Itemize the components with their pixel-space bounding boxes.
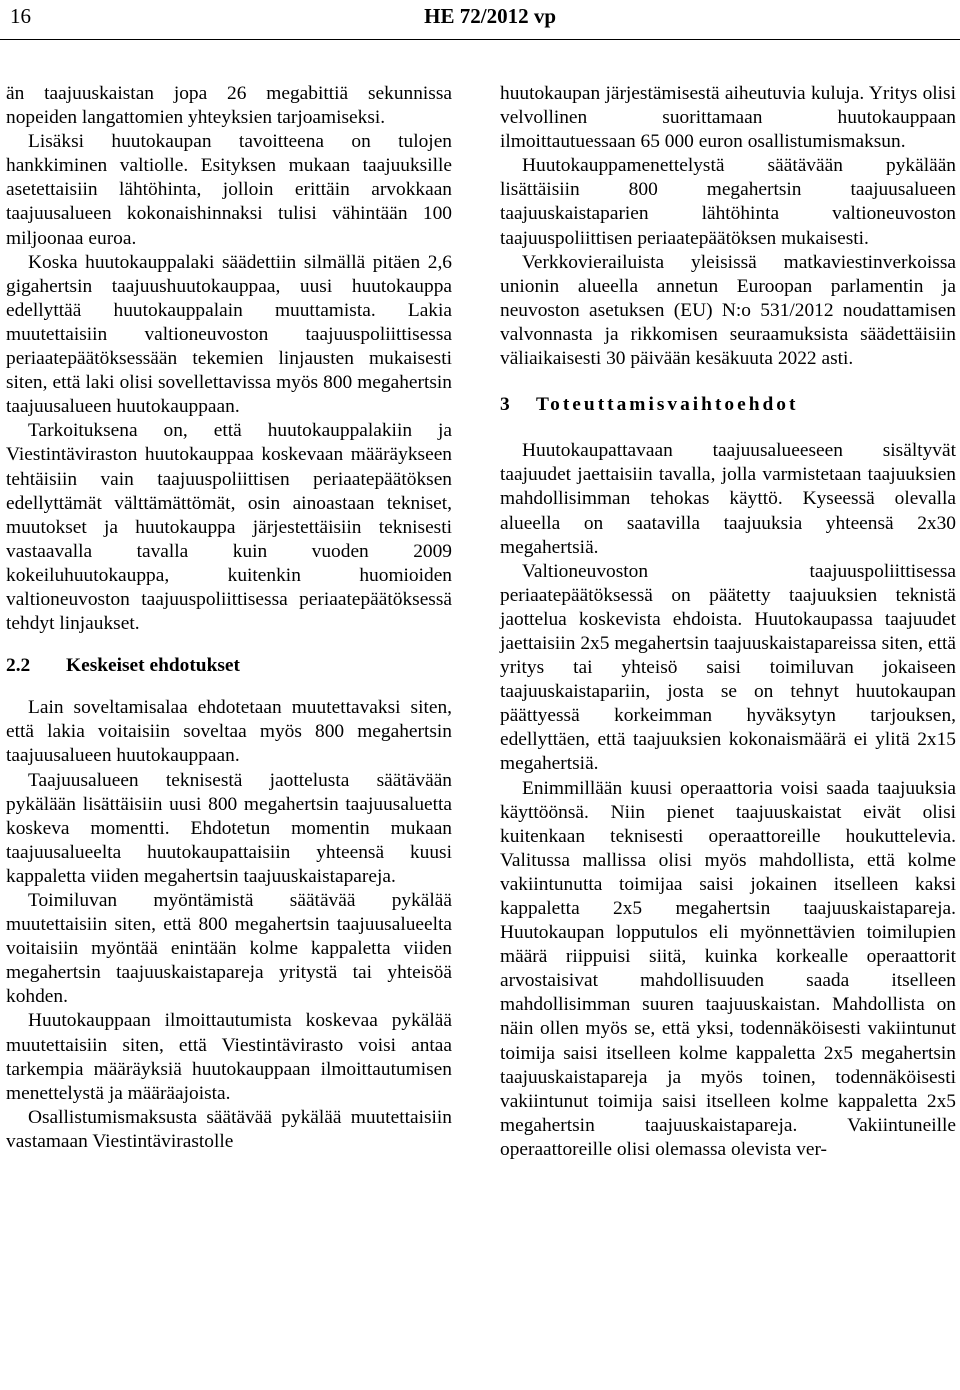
paragraph: Toimiluvan myöntämistä säätävää pykälää muutettaisiin siten, että 800 megahertsin taajuusalueelta voitaisiin myöntää enintään kolme kappaletta viiden megahertsin taajuuskaistapareja yritystä tai yhteisöä kohden.: [6, 890, 452, 1008]
paragraph: Valtioneuvoston taajuuspoliittisessa periaatepäätöksessä on päätetty taajuuksien teknistä jaottelua koskevista ehdoista. Huutokaupassa taajuudet jaettaisiin 2x5 megahertsin taajuuskaistapareissa siten, että yritys tai yhteisö saisi toimiluvan jokaiseen taajuuskaistapariin, josta se on tehnyt huutokaupan päättyessä korkeimman hyväksytyn tarjouksen, edellyttäen, että taajuuksien kokonaismäärä ei ylitä 2x15 megahertsiä.: [500, 560, 956, 775]
paragraph: Lisäksi huutokaupan tavoitteena on tulojen hankkiminen valtiolle. Esityksen mukaan taajuuksille asetettaisiin lähtöhinta, jolloin erittäin arvokkaan taajuusalueen kokonaishinnaksi tulisi vähintään 100 miljoonaa euroa.: [6, 131, 452, 249]
paragraph: Lain soveltamisalaa ehdotetaan muutettavaksi siten, että lakia voitaisiin soveltaa myös 800 megahertsin taajuusalueen huutokauppaan.: [6, 697, 452, 767]
right-column: [500, 82, 956, 1162]
page-header: [0, 0, 960, 40]
paragraph: Taajuusalueen teknisestä jaottelusta säätävään pykälään lisättäisiin uusi 800 megahertsin taajuusaluetta koskeva momentti. Ehdotetun momentin mukaan taajuusalueelta huutokaupattaisiin yhteensä kuusi kappaletta viiden megahertsin taajuuskaistapareja.: [6, 769, 452, 887]
paragraph: Huutokaupattavaan taajuusalueeseen sisältyvät taajuudet jaettaisiin tavalla, jolla varmistetaan taajuuksien mahdollisimman tehokas käyttö. Kyseessä olevalla alueella on saatavilla taajuuksia yhteensä 2x30 megahertsiä.: [500, 440, 956, 558]
document-id: HE 72/2012 vp: [424, 4, 556, 28]
left-column: [6, 82, 452, 1154]
paragraph: Osallistumismaksusta säätävää pykälää muutettaisiin vastamaan Viestintävirastolle: [6, 1106, 452, 1152]
section-title: Toteuttamisvaihtoehdot: [536, 394, 799, 416]
paragraph: Verkkovierailuista yleisissä matkaviestinverkoissa unionin alueella annetun Euroopan parlamentin ja neuvoston asetuksen (EU) N:o 531/2012 noudattamisen valvonnasta ja rikkomisen seuraamuksista säädettäisiin väliaikaisesti 30 päivään kesäkuuta 2022 asti.: [500, 251, 956, 370]
paragraph: Tarkoituksena on, että huutokauppalakiin ja Viestintäviraston huutokauppaa koskevaan määräykseen tehtäisiin vain taajuuspoliittisen periaatepäätöksen edellyttämät välttämättömät, osin ainoastaan tekniset, muutokset ja huutokauppa järjestettäisiin teknisesti vastaavalla tavalla kuin vuoden 2009 kokeiluhuutokauppa, kuitenkin huomioiden valtioneuvoston taajuuspoliittisessa periaatepäätöksessä tehdyt linjaukset.: [6, 420, 452, 635]
paragraph: än taajuuskaistan jopa 26 megabittiä sekunnissa nopeiden langattomien yhteyksien tarjoamiseksi.: [6, 83, 452, 129]
paragraph: huutokaupan järjestämisestä aiheutuvia kuluja. Yritys olisi velvollinen suorittamaan huutokauppaan ilmoittautuessaan 65 000 euron osallistumismaksun.: [500, 83, 956, 153]
section-title: Keskeiset ehdotukset: [66, 655, 240, 677]
header-rule: [0, 39, 960, 40]
paragraph: Enimmillään kuusi operaattoria voisi saada taajuuksia käyttöönsä. Niin pienet taajuuskaistat eivät olisi kuitenkaan teknisesti operaattoreille houkuttelevia. Valitussa mallissa olisi myös mahdollista, että kolme vakiintunutta toimijaa saisi jokainen itselleen kaksi kappaletta 2x5 megahertsin taajuuskaistapareja. Huutokaupan lopputulos eli myönnettävien toimilupien määrä riippuisi siitä, kuinka korkealle operaattorit arvostaisivat mahdollisuuden saada itselleen mahdollisimman suuren taajuuskaistan. Mahdollista on näin ollen myös se, että yksi, todennäköisesti vakiintunut toimija saisi itselleen kolme kappaletta 2x5 megahertsin taajuuskaistapareja ja myös toinen, todennäköisesti vakiintunut toimija saisi itselleen kolme kappaletta 2x5 megahertsin taajuuskaistapareja. Vakiintuneille operaattoreille olisi olemassa olevista ver-: [500, 777, 956, 1160]
paragraph: Koska huutokauppalaki säädettiin silmällä pitäen 2,6 gigahertsin taajuushuutokauppaa, uusi huutokauppa edellyttää huutokauppalain muuttamista. Lakia muutettaisiin valtioneuvoston taajuuspoliittisessa periaatepäätöksessään tekemien linjausten mukaisesti siten, että laki olisi sovellettavissa myös 800 megahertsin taajuusalueen huutokauppaan.: [6, 251, 452, 418]
page-number: 16: [10, 4, 31, 28]
section-number: 2.2: [6, 655, 31, 677]
paragraph: Huutokauppaan ilmoittautumista koskevaa pykälää muutettaisiin siten, että Viestintävirasto voisi antaa tarkempia määräyksiä huutokauppaan ilmoittautumisen menettelystä ja määräajoista.: [6, 1010, 452, 1104]
section-heading: [500, 393, 956, 417]
section-heading: [6, 654, 452, 678]
section-number: 3: [500, 394, 510, 416]
paragraph: Huutokauppamenettelystä säätävään pykälään lisättäisiin 800 megahertsin taajuusalueen taajuuskaistaparien lähtöhinta valtioneuvoston taajuuspoliittisen periaatepäätöksen mukaisesti.: [500, 155, 956, 249]
